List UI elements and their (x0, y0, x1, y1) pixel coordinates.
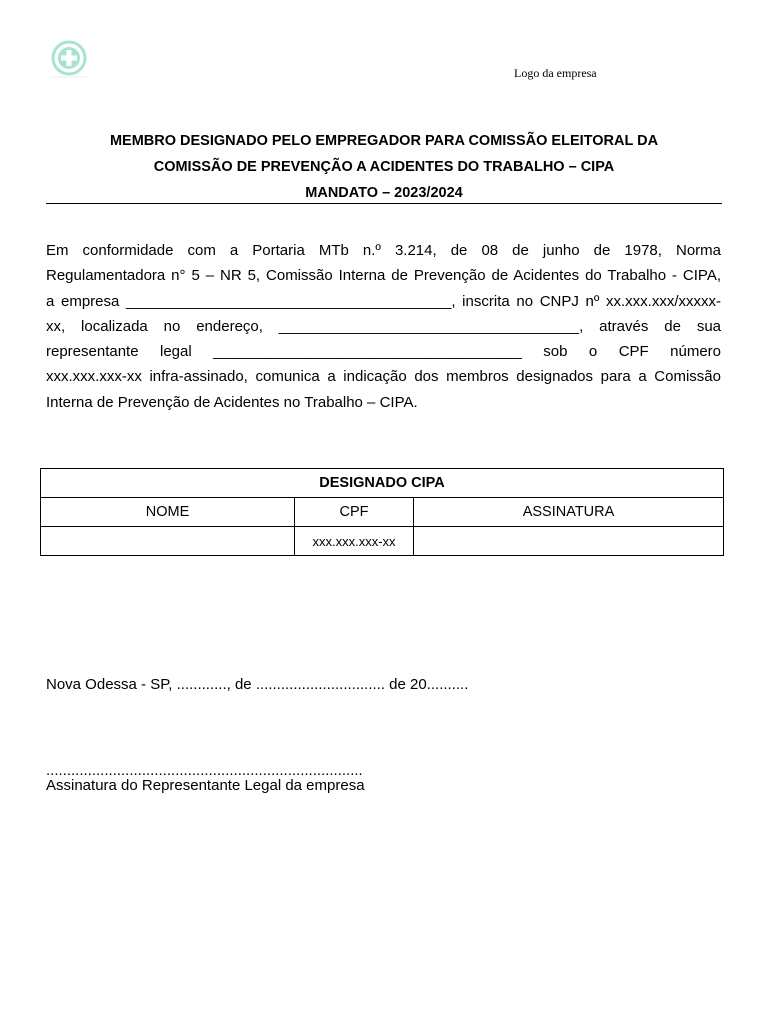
company-logo (48, 40, 90, 78)
cell-nome[interactable] (41, 527, 295, 556)
body-line: Regulamentadora n° 5 – NR 5, Comissão Interna de Prevenção de Acidentes do Trabalho - CIPA, (46, 267, 721, 285)
cell-cpf[interactable]: xxx.xxx.xxx-xx (295, 527, 414, 556)
title-divider (46, 203, 722, 204)
body-line: xxx.xxx.xxx-xx infra-assinado, comunica a indicação dos membros designados para a Comissão (46, 368, 721, 386)
body-line: a empresa _______________________________________, inscrita no CNPJ nº xx.xxx.xxx/xxxxx- (46, 292, 721, 310)
column-header-assinatura: ASSINATURA (414, 498, 724, 527)
column-header-cpf: CPF (295, 498, 414, 527)
table-row (41, 527, 724, 556)
table-caption: DESIGNADO CIPA (41, 469, 724, 498)
logo-caption: Logo da empresa (514, 66, 597, 80)
cell-assinatura[interactable] (414, 527, 724, 556)
signature-label: Assinatura do Representante Legal da empresa (46, 777, 365, 794)
body-line: representante legal _____________________________________ sob o CPF número (46, 343, 721, 361)
designated-members-table (40, 468, 724, 556)
title-line-2: COMISSÃO DE PREVENÇÃO A ACIDENTES DO TRABALHO – CIPA (153, 159, 615, 175)
table-header-row (41, 498, 724, 527)
title-line-1: MEMBRO DESIGNADO PELO EMPREGADOR PARA COMISSÃO ELEITORAL DA (109, 133, 659, 149)
body-line: Em conformidade com a Portaria MTb n.º 3.214, de 08 de junho de 1978, Norma (46, 242, 721, 259)
body-paragraph (46, 238, 721, 415)
place-date-line: Nova Odessa - SP, ............, de ............................... de 20.......... (46, 676, 469, 693)
medical-cross-icon (48, 40, 90, 78)
signature-line: ............................................................................ (46, 762, 363, 779)
body-line: Interna de Prevenção de Acidentes no Trabalho – CIPA. (46, 393, 418, 411)
column-header-nome: NOME (41, 498, 295, 527)
document-title (46, 128, 722, 206)
title-line-3: MANDATO – 2023/2024 (305, 185, 463, 201)
body-line: xx, localizada no endereço, ____________________________________, através de sua (46, 317, 721, 335)
